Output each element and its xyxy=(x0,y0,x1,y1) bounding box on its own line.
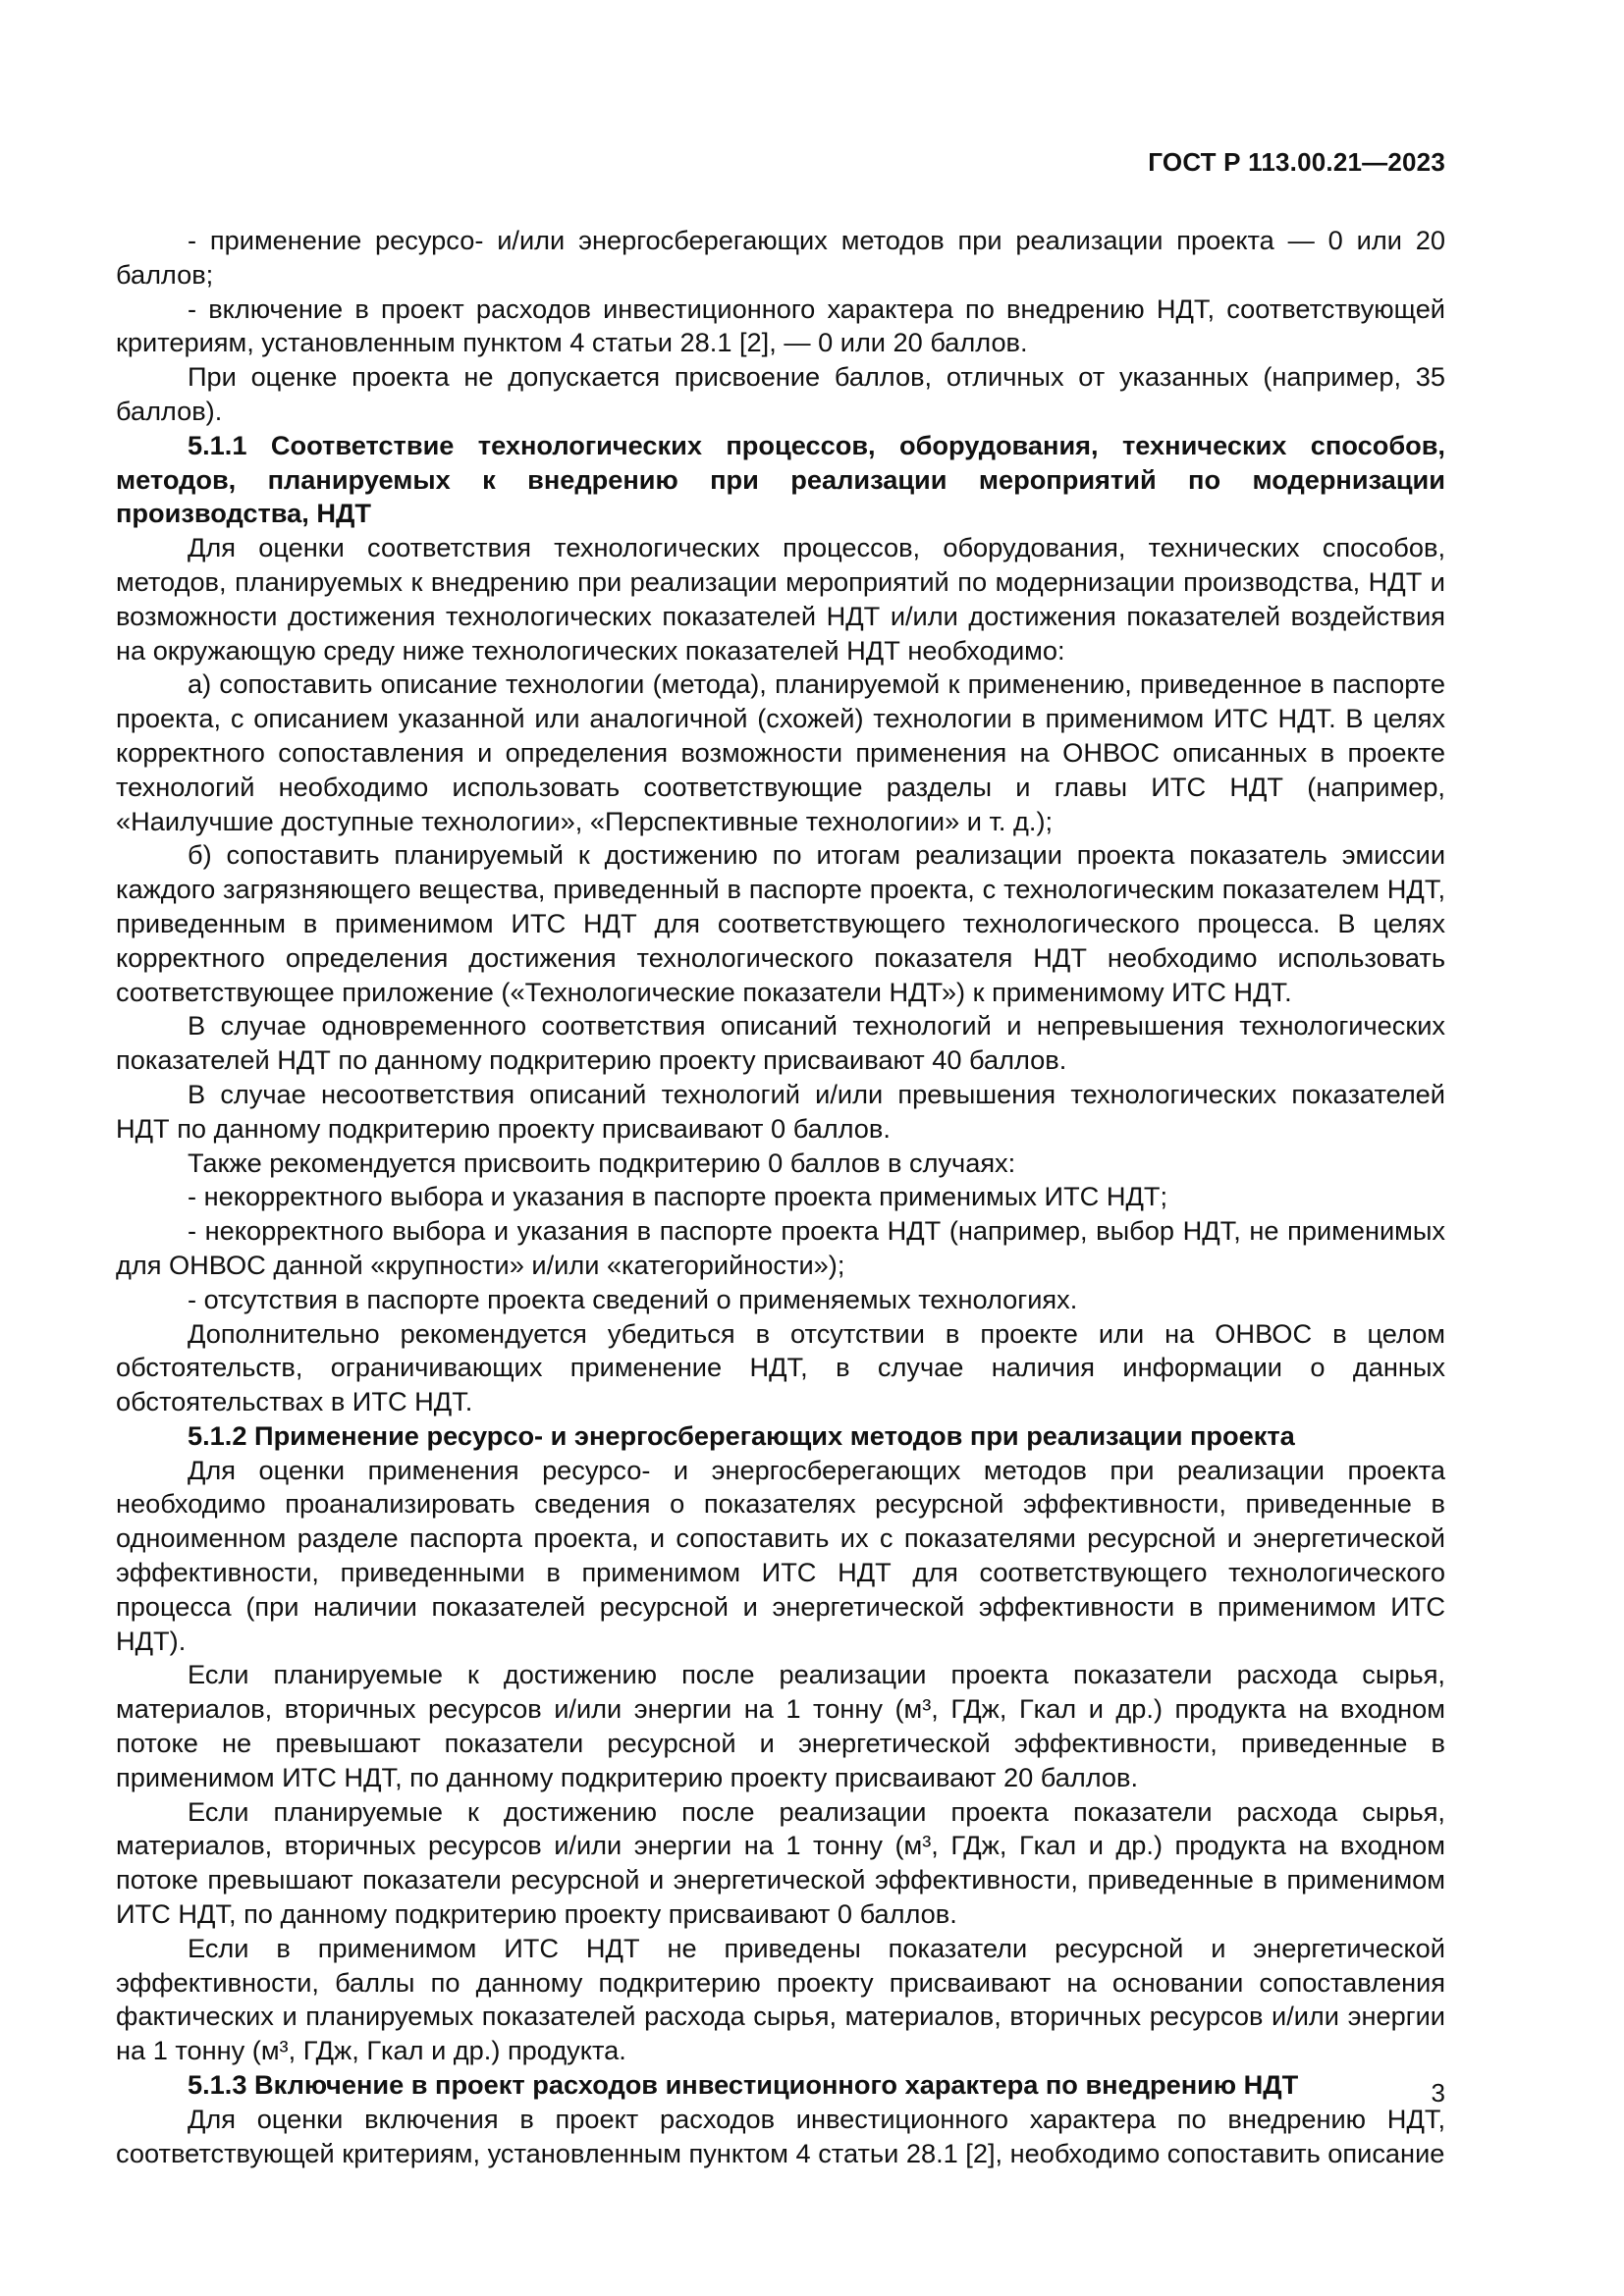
body-paragraph: Если планируемые к достижению после реализации проекта показатели расхода сырья, материалов, вторичных ресурсов и/или энергии на 1 тонну (м³, ГДж, Гкал и др.) продукта на входном потоке превышают показатели ресурсной и энергетической эффективности, приведенные в применимом ИТС НДТ, по данному подкритерию проекту присваивают 0 баллов. xyxy=(116,1795,1445,1930)
body-paragraph: Для оценки соответствия технологических процессов, оборудования, технических способов, методов, планируемых к внедрению при реализации мероприятий по модернизации производства, НДТ и возможности достижения технологических показателей НДТ и/или достижения показателей воздействия на окружающую среду ниже технологических показателей НДТ необходимо: xyxy=(116,532,1445,666)
body-paragraph: В случае несоответствия описаний технологий и/или превышения технологических показателей НДТ по данному подкритерию проекту присваивают 0 баллов. xyxy=(116,1078,1445,1144)
section-heading: 5.1.2 Применение ресурсо- и энергосберегающих методов при реализации проекта xyxy=(188,1419,1295,1451)
list-item: - отсутствия в паспорте проекта сведений о применяемых технологиях. xyxy=(188,1283,1078,1314)
standard-header: ГОСТ Р 113.00.21—2023 xyxy=(1148,147,1445,177)
list-item: - некорректного выбора и указания в паспорте проекта применимых ИТС НДТ; xyxy=(188,1181,1168,1212)
body-paragraph: Дополнительно рекомендуется убедиться в отсутствии в проекте или на ОНВОС в целом обстоятельств, ограничивающих применение НДТ, в случае наличия информации о данных обстоятельствах в ИТС НДТ. xyxy=(116,1317,1445,1417)
section-heading: 5.1.1 Соответствие технологических процессов, оборудования, технических способов, методов, планируемых к внедрению при реализации мероприятий по модернизации производства, НДТ xyxy=(116,429,1445,529)
section-heading: 5.1.3 Включение в проект расходов инвестиционного характера по внедрению НДТ xyxy=(188,2069,1299,2101)
page-number: 3 xyxy=(1431,2078,1445,2108)
list-item: - включение в проект расходов инвестиционного характера по внедрению НДТ, соответствующей критериям, установленным пунктом 4 статьи 28.1 [2], — 0 или 20 баллов. xyxy=(116,293,1445,358)
body-paragraph: б) сопоставить планируемый к достижению по итогам реализации проекта показатель эмиссии каждого загрязняющего вещества, приведенный в паспорте проекта, с технологическим показателем НДТ, приведенным в применимом ИТС НДТ для соответствующего технологического процесса. В целях корректного определения достижения технологического показателя НДТ необходимо использовать соответствующее приложение («Технологические показатели НДТ») к применимому ИТС НДТ. xyxy=(116,839,1445,1007)
list-item: - некорректного выбора и указания в паспорте проекта НДТ (например, выбор НДТ, не применимых для ОНВОС данной «крупности» и/или «категорийности»); xyxy=(116,1215,1445,1280)
body-paragraph: Если планируемые к достижению после реализации проекта показатели расхода сырья, материалов, вторичных ресурсов и/или энергии на 1 тонну (м³, ГДж, Гкал и др.) продукта на входном потоке не превышают показатели ресурсной и энергетической эффективности, приведенные в применимом ИТС НДТ, по данному подкритерию проекту присваивают 20 баллов. xyxy=(116,1659,1445,1792)
body-paragraph: Для оценки применения ресурсо- и энергосберегающих методов при реализации проекта необходимо проанализировать сведения о показателях ресурсной эффективности, приведенные в одноименном разделе паспорта проекта, и сопоставить их с показателями ресурсной и энергетической эффективности, приведенными в применимом ИТС НДТ для соответствующего технологического процесса (при наличии показателей ресурсной и энергетической эффективности в применимом ИТС НДТ). xyxy=(116,1454,1445,1656)
list-item: - применение ресурсо- и/или энергосберегающих методов при реализации проекта — 0 или 20 баллов; xyxy=(116,225,1445,290)
body-paragraph: При оценке проекта не допускается присвоение баллов, отличных от указанных (например, 35 баллов). xyxy=(116,361,1445,426)
body-paragraph: Также рекомендуется присвоить подкритерию 0 баллов в случаях: xyxy=(188,1147,1016,1178)
body-paragraph: а) сопоставить описание технологии (метода), планируемой к применению, приведенное в паспорте проекта, с описанием указанной или аналогичной (схожей) технологии в применимом ИТС НДТ. В целях корректного сопоставления и определения возможности применения на ОНВОС описанных в проекте технологий необходимо использовать соответствующие разделы и главы ИТС НДТ (например, «Наилучшие доступные технологии», «Перспективные технологии» и т. д.); xyxy=(116,668,1445,836)
document-body xyxy=(116,224,1445,2170)
body-paragraph: Если в применимом ИТС НДТ не приведены показатели ресурсной и энергетической эффективности, баллы по данному подкритерию проекту присваивают на основании сопоставления фактических и планируемых показателей расхода сырья, материалов, вторичных ресурсов и/или энергии на 1 тонну (м³, ГДж, Гкал и др.) продукта. xyxy=(116,1932,1445,2066)
body-paragraph: Для оценки включения в проект расходов инвестиционного характера по внедрению НДТ, соответствующей критериям, установленным пунктом 4 статьи 28.1 [2], необходимо сопоставить описание xyxy=(116,2103,1445,2168)
body-paragraph: В случае одновременного соответствия описаний технологий и непревышения технологических показателей НДТ по данному подкритерию проекту присваивают 40 баллов. xyxy=(116,1010,1445,1076)
